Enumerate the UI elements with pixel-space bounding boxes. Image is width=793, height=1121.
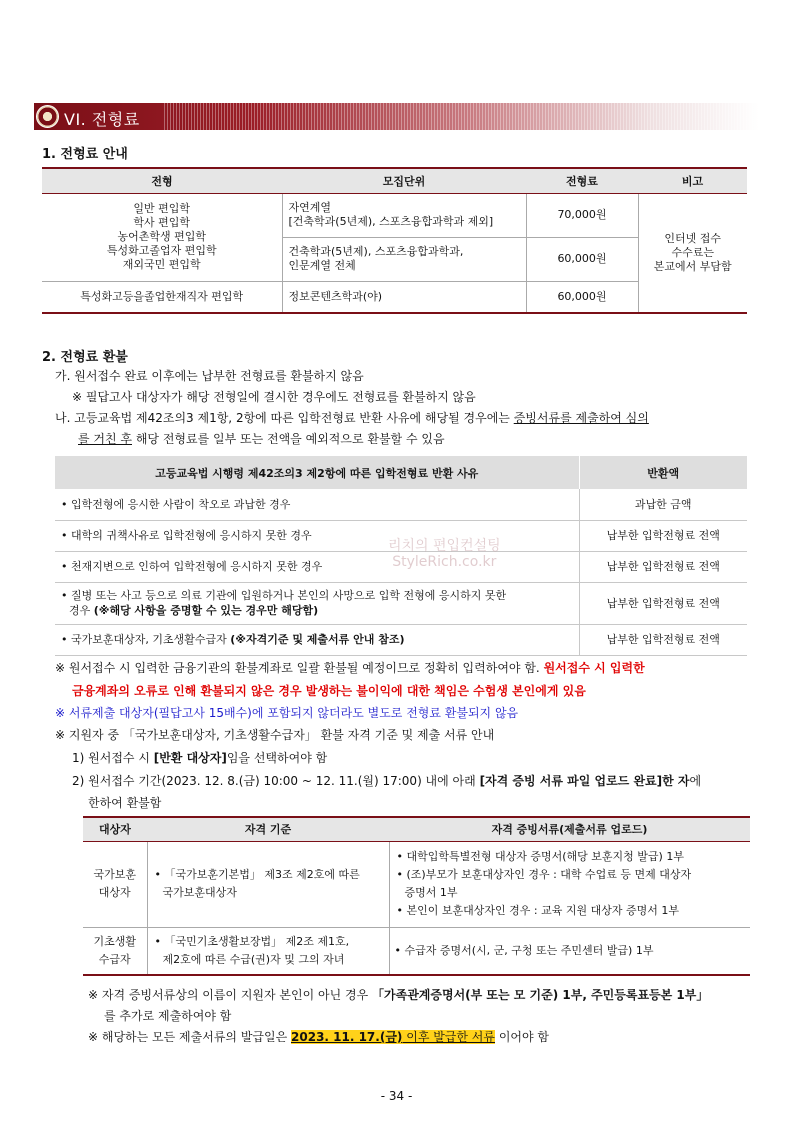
refund-na-line2: 를 거친 후 해당 전형료를 일부 또는 전액을 예외적으로 환불할 수 있음 — [78, 432, 445, 446]
refund-na-line1: 나. 고등교육법 제42조의3 제1항, 2항에 따른 입학전형료 반환 사유에 해당될 경우에는 증빙서류를 제출하여 심의 — [55, 411, 649, 425]
fee-unit-2: 정보콘텐츠학과(야) — [282, 281, 526, 313]
s2-heading: 2. 전형료 환불 — [42, 350, 128, 365]
fee-header-type: 전형 — [42, 168, 282, 193]
banner-stripes — [164, 103, 759, 130]
s1-heading: 1. 전형료 안내 — [42, 147, 128, 162]
table-row: • 질병 또는 사고 등으로 의료 기관에 입원하거나 본인의 사망으로 입학 전형에 응시하지 못한 경우 (※해당 사항을 증명할 수 있는 경우만 해당함) 납부한 입학전형료 전액 — [55, 582, 747, 624]
table-row: • 천재지변으로 인하여 입학전형에 응시하지 못한 경우 납부한 입학전형료 전액 — [55, 551, 747, 582]
fee-value-1b: 60,000원 — [526, 237, 638, 281]
fee-value-1a: 70,000원 — [526, 193, 638, 237]
table-row: • 대학의 귀책사유로 입학전형에 응시하지 못한 경우 납부한 입학전형료 전액 — [55, 520, 747, 551]
refund-header-reason: 고등교육법 시행령 제42조의3 제2항에 따른 입학전형료 반환 사유 — [55, 456, 579, 489]
fee-value-2: 60,000원 — [526, 281, 638, 313]
university-emblem-icon — [36, 105, 59, 128]
refund-item-1: 1) 원서접수 시 [반환 대상자]임을 선택하여야 함 — [72, 751, 328, 765]
refund-note-1-line2: 금융계좌의 오류로 인해 환불되지 않은 경우 발생하는 불이익에 대한 책임은 수험생 본인에게 있음 — [72, 684, 586, 698]
table-row: • 입학전형에 응시한 사람이 착오로 과납한 경우 과납한 금액 — [55, 489, 747, 520]
refund-ga: 가. 원서접수 완료 이후에는 납부한 전형료를 환불하지 않음 — [55, 369, 364, 383]
page-number: - 34 - — [380, 1089, 413, 1103]
fee-header-fee: 전형료 — [526, 168, 638, 193]
refund-note-2: ※ 서류제출 대상자(필답고사 15배수)에 포함되지 않더라도 별도로 전형료 환불되지 않음 — [55, 706, 519, 720]
qual-header-docs: 자격 증빙서류(제출서류 업로드) — [389, 817, 750, 841]
fee-note: 인터넷 접수 수수료는 본교에서 부담함 — [638, 193, 747, 313]
final-note-1-line1: ※ 자격 증빙서류상의 이름이 지원자 본인이 아닌 경우 「가족관계증명서(부 또는 모 기준) 1부, 주민등록표등본 1부」 — [88, 988, 709, 1002]
table-row: 국가보훈 대상자 • 「국가보훈기본법」 제3조 제2호에 따른 국가보훈대상자 • 대학입학특별전형 대상자 증명서(해당 보훈지청 발급) 1부 • (조)부모가 보훈대상자인 경우 : 대학 수업료 등 면제 대상자 증명서 1부 • 본인이 보훈대상자인 경우 : 교육 지원 대상자 증명서 1부 — [83, 841, 750, 927]
fee-header-unit: 모집단위 — [282, 168, 526, 193]
refund-note-1-line1: ※ 원서접수 시 입력한 금융기관의 환불계좌로 일괄 환불될 예정이므로 정확히 입력하여야 함. 원서접수 시 입력한 — [55, 661, 645, 675]
qual-header-criteria: 자격 기준 — [147, 817, 389, 841]
final-note-1-line2: 를 추가로 제출하여야 함 — [104, 1009, 232, 1023]
qual-header-target: 대상자 — [83, 817, 147, 841]
refund-note-3: ※ 지원자 중 「국가보훈대상자, 기초생활수급자」 환불 자격 기준 및 제출 서류 안내 — [55, 728, 495, 742]
section-title: VI. 전형료 — [64, 110, 140, 129]
fee-type-group1: 일반 편입학 학사 편입학 농어촌학생 편입학 특성화고졸업자 편입학 재외국민 편입학 — [42, 193, 282, 281]
qualification-table — [83, 816, 750, 976]
section-banner — [34, 103, 759, 130]
fee-table — [42, 167, 747, 314]
refund-item-2-line2: 한하여 환불함 — [88, 796, 162, 810]
table-row: 기초생활 수급자 • 「국민기초생활보장법」 제2조 제1호, 제2호에 따른 수급(권)자 및 그의 자녀 • 수급자 증명서(시, 군, 구청 또는 주민센터 발급) 1부 — [83, 927, 750, 975]
fee-unit-1a: 자연계열 [건축학과(5년제), 스포츠융합과학과 제외] — [282, 193, 526, 237]
refund-header-amount: 반환액 — [579, 456, 747, 489]
fee-type-2: 특성화고등을졸업한재직자 편입학 — [42, 281, 282, 313]
fee-header-note: 비고 — [638, 168, 747, 193]
fee-unit-1b: 건축학과(5년제), 스포츠융합과학과, 인문계열 전체 — [282, 237, 526, 281]
refund-item-2-line1: 2) 원서접수 기간(2023. 12. 8.(금) 10:00 ~ 12. 11.(월) 17:00) 내에 아래 [자격 증빙 서류 파일 업로드 완료]한 자에 — [72, 774, 702, 788]
refund-ga-note: ※ 필답고사 대상자가 해당 전형일에 결시한 경우에도 전형료를 환불하지 않음 — [72, 390, 476, 404]
table-row: • 국가보훈대상자, 기초생활수급자 (※자격기준 및 제출서류 안내 참조) 납부한 입학전형료 전액 — [55, 624, 747, 655]
watermark: 리치의 편입컨설팅 StyleRich.co.kr — [388, 538, 501, 570]
final-note-2: ※ 해당하는 모든 제출서류의 발급일은 2023. 11. 17.(금) 이후 발급한 서류 이어야 함 — [88, 1030, 549, 1044]
